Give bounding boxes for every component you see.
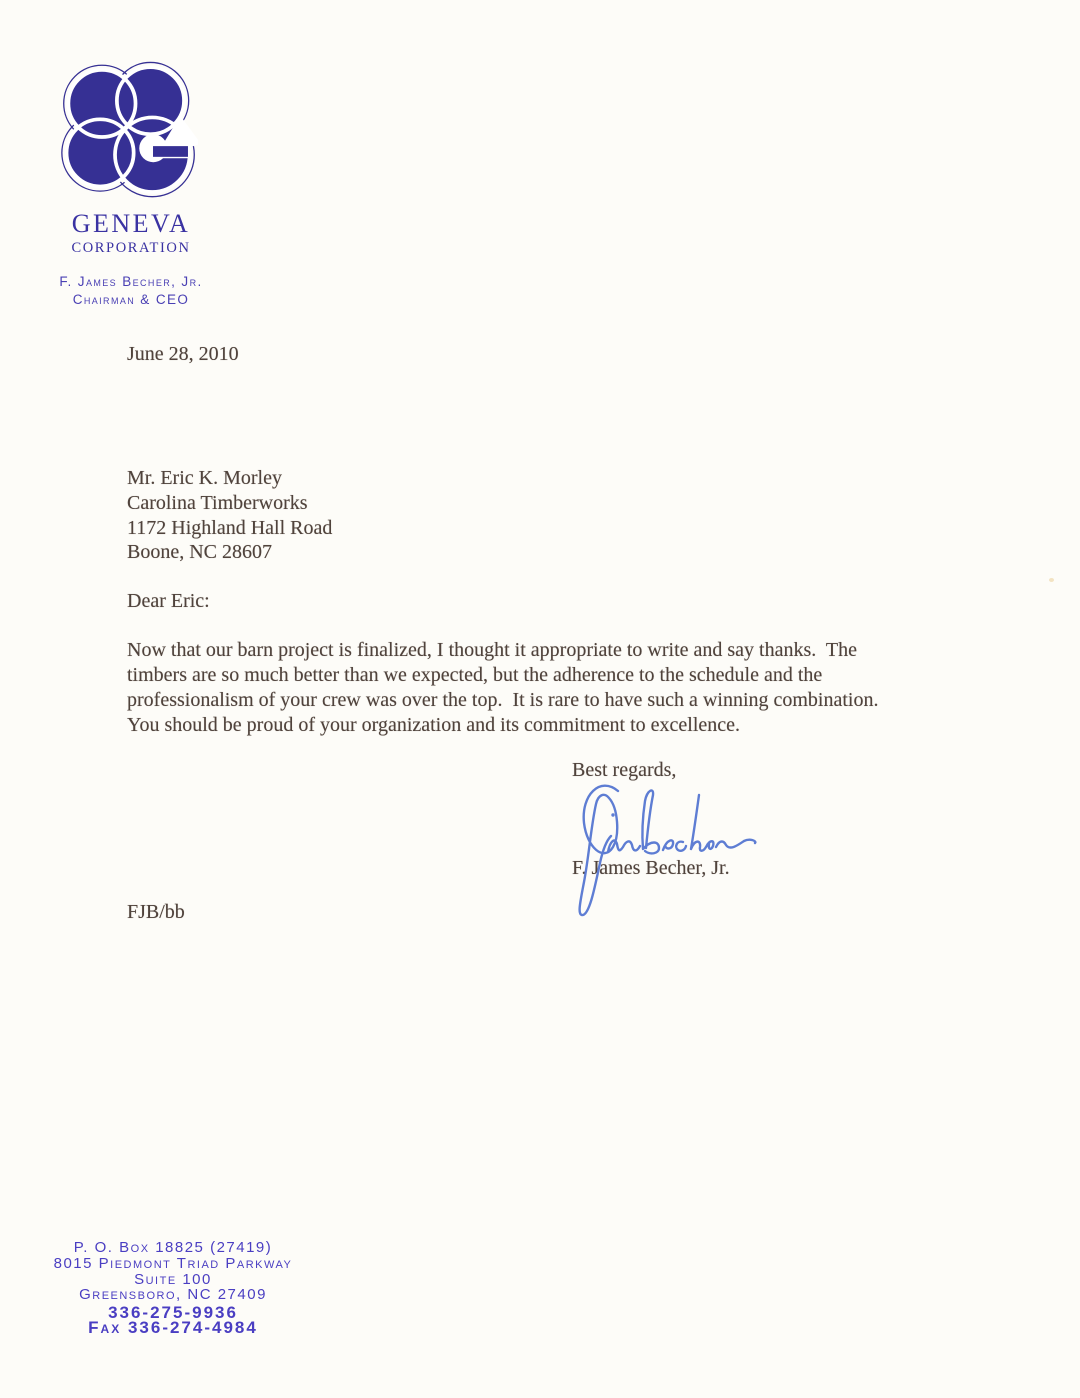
letterhead-officer-name: F. James Becher, Jr. bbox=[59, 274, 203, 289]
recipient-city: Boone, NC 28607 bbox=[127, 541, 272, 564]
body-line: You should be proud of your organization and its commitment to excellence. bbox=[127, 714, 741, 736]
company-subtitle: CORPORATION bbox=[71, 240, 191, 256]
footer-street: 8015 Piedmont Triad Parkway bbox=[53, 1254, 293, 1272]
recipient-name: Mr. Eric K. Morley bbox=[127, 467, 282, 489]
typed-signer-name: F. James Becher, Jr. bbox=[572, 857, 730, 879]
recipient-company: Carolina Timberworks bbox=[127, 491, 308, 514]
footer-address-block bbox=[12, 1240, 334, 1335]
handwritten-signature bbox=[556, 778, 768, 923]
salutation: Dear Eric: bbox=[127, 590, 210, 612]
body-line: Now that our barn project is finalized, I thought it appropriate to write and say thanks. The bbox=[127, 639, 857, 661]
signature-ink-strokes bbox=[580, 786, 756, 915]
footer-city: Greensboro, NC 27409 bbox=[79, 1286, 267, 1304]
body-line: timbers are so much better than we expected, but the adherence to the schedule and the bbox=[127, 664, 823, 686]
reference-initials: FJB/bb bbox=[127, 901, 185, 923]
scan-artifact bbox=[1049, 578, 1054, 582]
footer-phone: 336-275-9936 bbox=[108, 1303, 238, 1323]
letterhead-officer-title: Chairman & CEO bbox=[72, 292, 190, 307]
footer-po-box: P. O. Box 18825 (27419) bbox=[73, 1239, 273, 1256]
recipient-street: 1172 Highland Hall Road bbox=[127, 516, 333, 539]
footer-phones bbox=[12, 1303, 334, 1337]
body-line: professionalism of your crew was over the top. It is rare to have such a winning combination. bbox=[127, 689, 879, 711]
footer-suite: Suite 100 bbox=[134, 1270, 212, 1288]
letter-body bbox=[127, 638, 878, 738]
recipient-address-block bbox=[127, 466, 332, 565]
footer-fax: Fax 336-274-4984 bbox=[88, 1317, 258, 1337]
letter-date: June 28, 2010 bbox=[127, 343, 239, 365]
company-name: GENEVA bbox=[71, 209, 191, 238]
closing-line: Best regards, bbox=[572, 759, 677, 781]
geneva-logo-icon bbox=[60, 60, 198, 201]
